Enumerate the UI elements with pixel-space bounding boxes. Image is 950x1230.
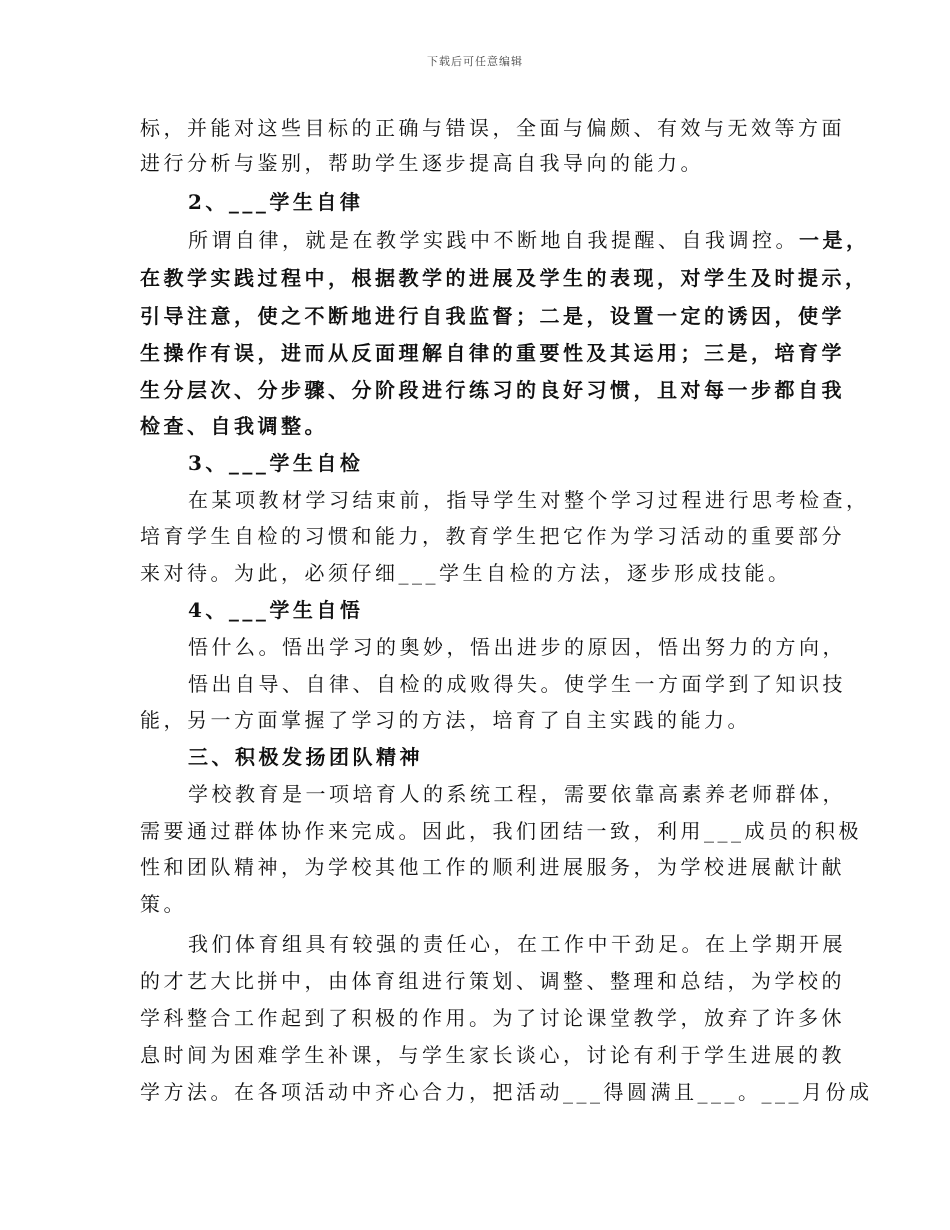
text-line: 引导注意，使之不断地进行自我监督；二是，设置一定的诱因，使学	[140, 304, 845, 328]
text-line: 我们体育组具有较强的责任心，在工作中干劲足。在上学期开展	[188, 932, 846, 956]
text-line: 需要通过群体协作来完成。因此，我们团结一致，利用___成员的积极	[140, 819, 862, 843]
page-header: 下载后可任意编辑	[427, 55, 523, 68]
text-line: 2、___学生自律	[188, 190, 364, 214]
bold-text-span: 一是，	[799, 228, 870, 252]
text-line: 学科整合工作起到了积极的作用。为了讨论课堂教学，放弃了许多休	[140, 1006, 845, 1030]
text-line: 学校教育是一项培育人的系统工程，需要依靠高素养老师群体，	[188, 782, 846, 806]
text-line: 在教学实践过程中，根据教学的进展及学生的表现，对学生及时提示，	[140, 266, 869, 290]
text-line: 能，另一方面掌握了学习的方法，培育了自主实践的能力。	[140, 708, 751, 732]
text-line: 性和团队精神，为学校其他工作的顺利进展服务，为学校进展献计献	[140, 855, 845, 879]
text-line: 在某项教材学习结束前，指导学生对整个学习过程进行思考检查，	[188, 488, 870, 512]
text-line: 策。	[140, 892, 187, 916]
text-line: 悟出自导、自律、自检的成败得失。使学生一方面学到了知识技	[188, 672, 846, 696]
text-line: 进行分析与鉴别，帮助学生逐步提高自我导向的能力。	[140, 151, 704, 175]
text-line: 生分层次、分步骤、分阶段进行练习的良好习惯，且对每一步都自我	[140, 378, 845, 402]
text-line: 来对待。为此，必须仔细___学生自检的方法，逐步形成技能。	[140, 561, 792, 585]
text-line: 的才艺大比拼中，由体育组进行策划、调整、整理和总结，为学校的	[140, 969, 845, 993]
text-line: 三、积极发扬团队精神	[188, 745, 423, 769]
text-span: 所谓自律，就是在教学实践中不断地自我提醒、自我调控。	[188, 228, 799, 252]
text-line: 生操作有误，进而从反面理解自律的重要性及其运用；三是，培育学	[140, 341, 845, 365]
text-line: 培育学生自检的习惯和能力，教育学生把它作为学习活动的重要部分	[140, 524, 845, 548]
text-line: 息时间为困难学生补课，与学生家长谈心，讨论有利于学生进展的教	[140, 1043, 845, 1067]
text-line: 悟什么。悟出学习的奥妙，悟出进步的原因，悟出努力的方向，	[188, 635, 846, 659]
text-line: 4、___学生自悟	[188, 598, 364, 622]
text-line: 学方法。在各项活动中齐心合力，把活动___得圆满且___。___月份成	[140, 1080, 873, 1104]
text-line: 3、___学生自检	[188, 451, 364, 475]
text-line	[188, 226, 870, 254]
text-line: 检查、自我调整。	[140, 414, 328, 438]
text-line: 标，并能对这些目标的正确与错误，全面与偏颇、有效与无效等方面	[140, 116, 845, 140]
